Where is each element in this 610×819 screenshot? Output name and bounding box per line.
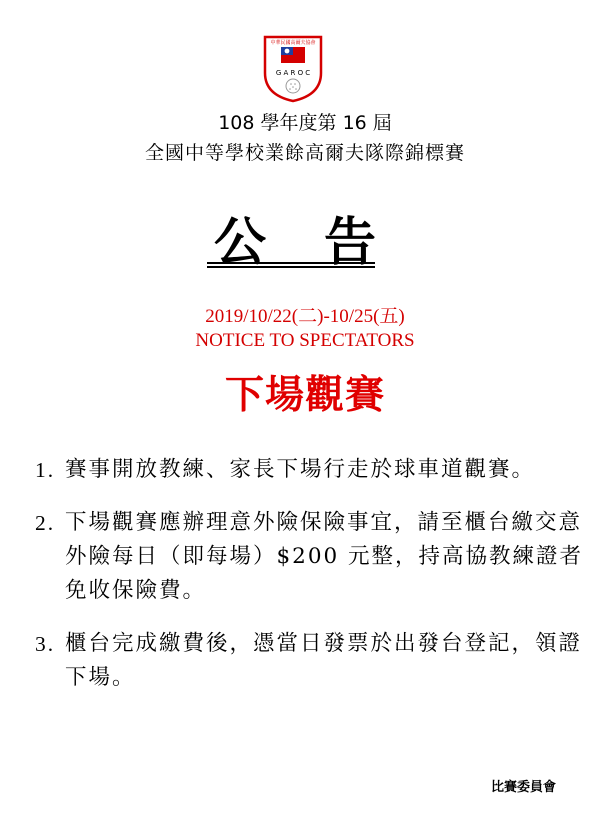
header-season-line: 108 學年度第 16 屆 [218, 112, 392, 134]
notice-item [35, 453, 595, 487]
item-text: 下場觀賽應辦理意外險保險事宜，請至櫃台繳交意外險每日（即每場）$200 元整，持高協教練證者免收保險費。 [65, 510, 584, 603]
date-range: 2019/10/22(二)-10/25(五) [205, 306, 405, 327]
garoc-logo [262, 33, 324, 103]
english-title: NOTICE TO SPECTATORS [195, 330, 415, 351]
title-double-underline [207, 262, 375, 268]
logo-org-text: 中華民國高爾夫協會 [270, 40, 316, 46]
signature: 比賽委員會 [491, 780, 557, 795]
item-text: 賽事開放教練、家長下場行走於球車道觀賽。 [65, 457, 536, 482]
header-tournament-name: 全國中等學校業餘高爾夫隊際錦標賽 [144, 142, 465, 164]
notice-title: 公 告 [213, 213, 397, 273]
item-number: 1. [35, 458, 56, 482]
notice-items [35, 453, 595, 714]
logo-letters: G A R O C [275, 69, 311, 77]
notice-item [35, 627, 595, 695]
item-text: 櫃台完成繳費後，憑當日發票於出發台登記，領證下場。 [65, 631, 583, 690]
headline: 下場觀賽 [224, 372, 385, 418]
item-number: 3. [35, 632, 56, 656]
item-number: 2. [35, 511, 56, 535]
notice-item [35, 506, 595, 608]
